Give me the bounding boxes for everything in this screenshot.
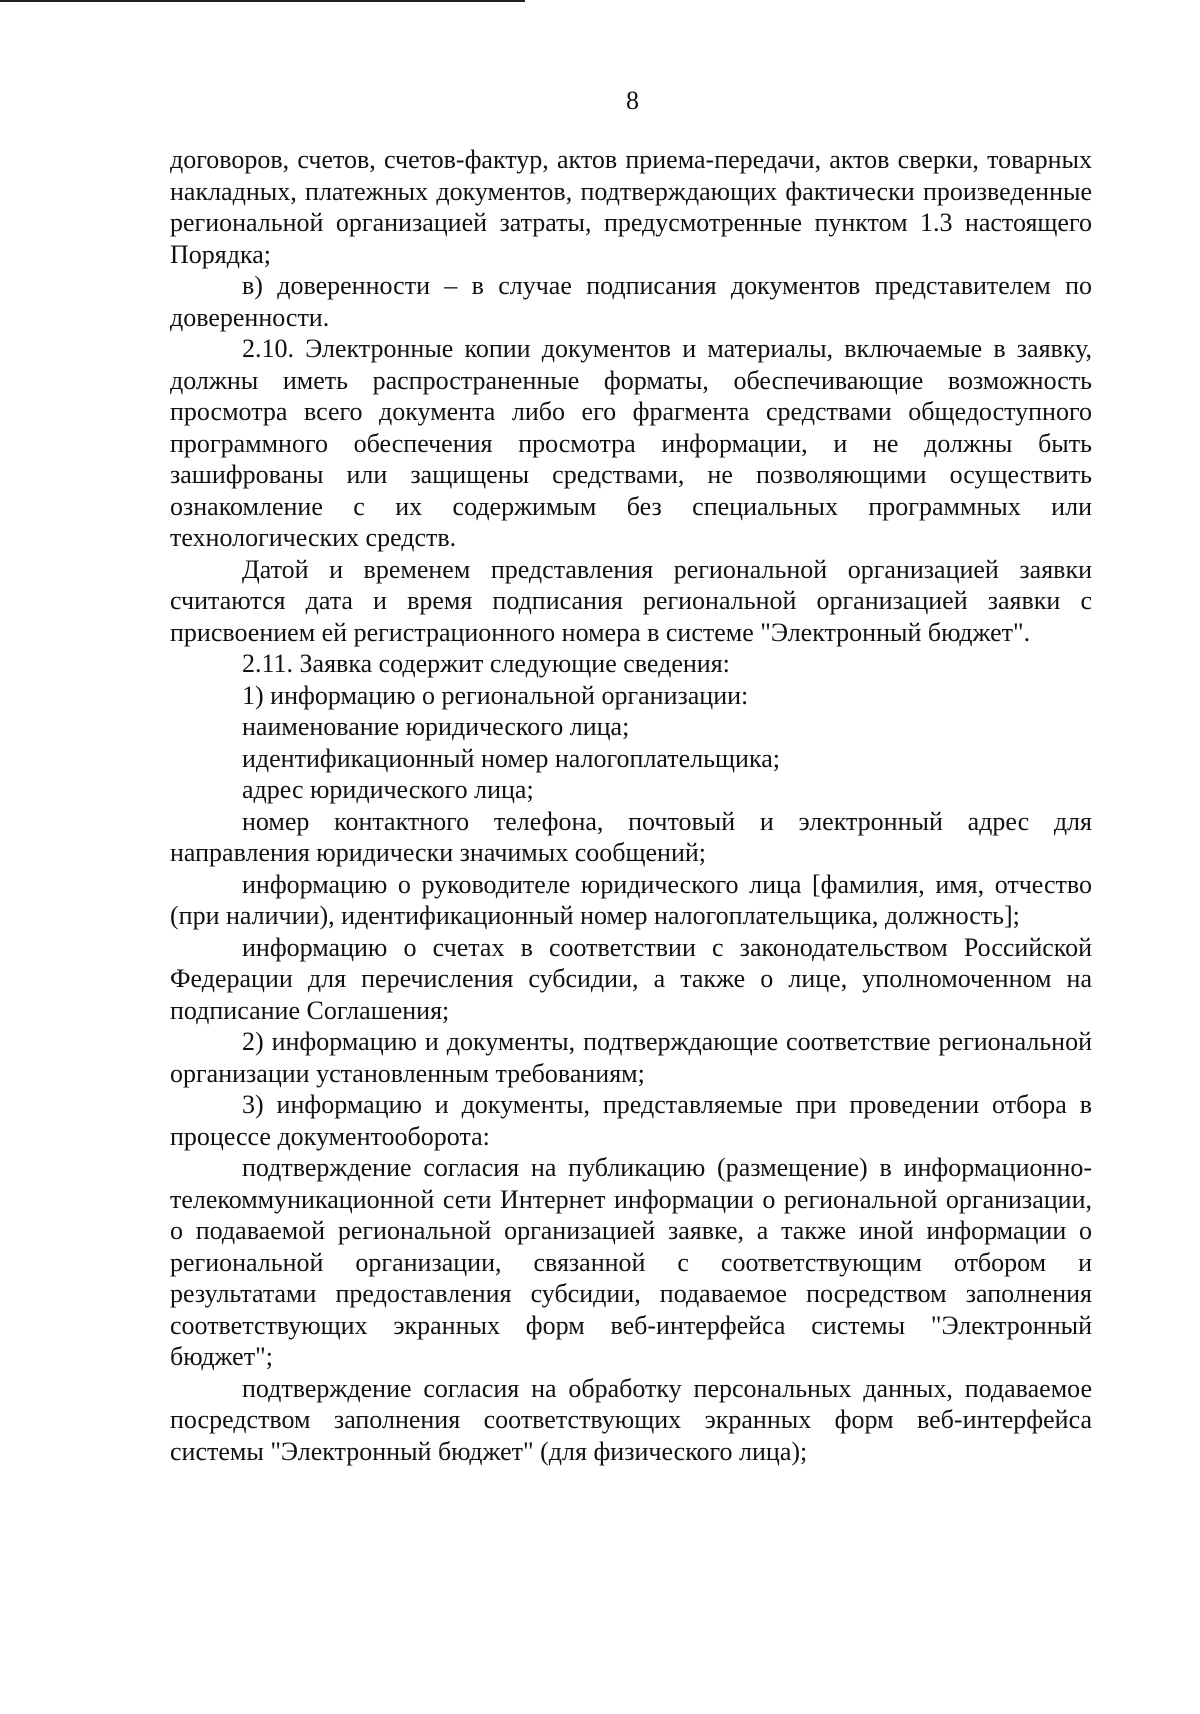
list-item-personal-data-consent: подтверждение согласия на обработку персональных данных, подаваемое посредством заполнения соответствующих экранных форм веб-интерфейса системы "Электронный бюджет" (для физического лица);: [170, 1373, 1092, 1466]
list-item-compliance-docs: 2) информацию и документы, подтверждающие соответствие региональной организации установленным требованиям;: [170, 1027, 1092, 1088]
list-item-selection-docs: 3) информацию и документы, представляемые при проведении отбора в процессе документооборота:: [170, 1090, 1092, 1151]
list-item-accounts: информацию о счетах в соответствии с законодательством Российской Федерации для перечисления субсидии, а также о лице, уполномоченном на подписание Соглашения;: [170, 932, 1092, 1025]
list-item-inn: идентификационный номер налогоплательщика;: [242, 743, 780, 773]
list-item-publication-consent: подтверждение согласия на публикацию (размещение) в информационно-телекоммуникационной сети Интернет информации о региональной организации, о подаваемой региональной организацией заявке, а также иной информации о региональной организации, связанной с соответствующим отбором и результатами предоставления субсидии, подаваемое посредством заполнения соответствующих экранных форм веб-интерфейса системы "Электронный бюджет";: [170, 1153, 1092, 1371]
paragraph-power-of-attorney: в) доверенности – в случае подписания документов представителем по доверенности.: [170, 271, 1092, 332]
paragraph-2-10: 2.10. Электронные копии документов и материалы, включаемые в заявку, должны иметь распространенные форматы, обеспечивающие возможность просмотра всего документа либо его фрагмента средствами общедоступного программного обеспечения просмотра информации, и не должны быть зашифрованы или защищены средствами, не позволяющими осуществить ознакомление с их содержимым без специальных программных или технологических средств.: [170, 334, 1092, 552]
list-item-head-info: информацию о руководителе юридического лица [фамилия, имя, отчество (при наличии), идентификационный номер налогоплательщика, должность];: [170, 869, 1092, 930]
list-item-legal-name: наименование юридического лица;: [242, 712, 630, 741]
scan-edge-line: [0, 0, 525, 2]
paragraph-continuation: договоров, счетов, счетов-фактур, актов приема-передачи, актов сверки, товарных накладных, платежных документов, подтверждающих фактически произведенные региональной организацией затраты, предусмотренные пунктом 1.3 настоящего Порядка;: [170, 145, 1092, 269]
paragraph-submission-date: Датой и временем представления региональной организацией заявки считаются дата и время подписания региональной организацией заявки с присвоением ей регистрационного номера в системе "Электронный бюджет".: [170, 554, 1092, 647]
document-body: [170, 144, 1092, 1467]
paragraph-2-11: 2.11. Заявка содержит следующие сведения:: [242, 649, 730, 678]
list-item-contacts: номер контактного телефона, почтовый и электронный адрес для направления юридически значимых сообщений;: [170, 806, 1092, 867]
list-item-organization-info: 1) информацию о региональной организации:: [242, 680, 749, 710]
list-item-legal-address: адрес юридического лица;: [242, 775, 534, 804]
page-number: 8: [626, 86, 639, 115]
